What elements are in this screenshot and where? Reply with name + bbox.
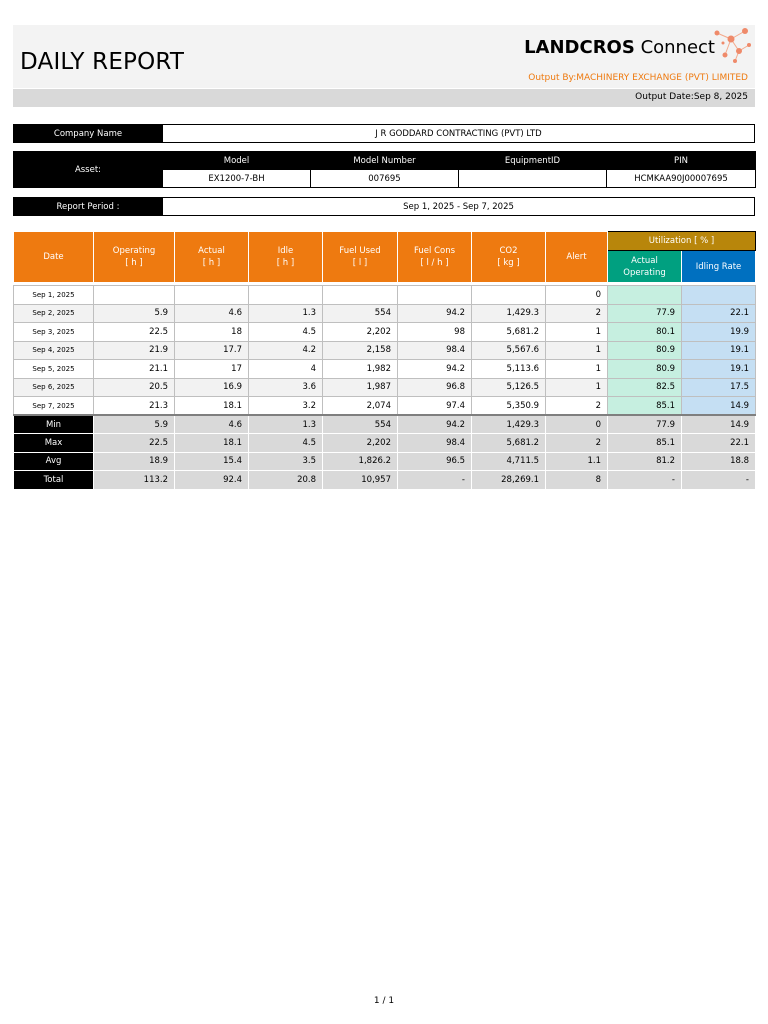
col-operating-label: Operating bbox=[112, 246, 156, 256]
table-cell bbox=[472, 286, 546, 305]
table-cell: 22.1 bbox=[682, 304, 756, 323]
summary-label: Total bbox=[14, 471, 94, 490]
table-cell: 3.6 bbox=[249, 378, 323, 397]
page-number: 1 / 1 bbox=[373, 996, 395, 1006]
table-cell: 4.2 bbox=[249, 341, 323, 360]
summary-cell: 20.8 bbox=[249, 471, 323, 490]
table-cell: 5.9 bbox=[94, 304, 175, 323]
col-co2-label: CO2 bbox=[499, 246, 518, 256]
summary-cell: - bbox=[608, 471, 682, 490]
summary-cell: 10,957 bbox=[323, 471, 398, 490]
table-row bbox=[14, 397, 756, 416]
table-cell: 19.1 bbox=[682, 360, 756, 379]
summary-row bbox=[14, 434, 756, 453]
table-cell: 2 bbox=[546, 304, 608, 323]
table-cell: 1 bbox=[546, 360, 608, 379]
summary-label: Avg bbox=[14, 452, 94, 471]
output-by: Output By:MACHINERY EXCHANGE (PVT) LIMITED bbox=[528, 73, 748, 83]
table-cell: 1 bbox=[546, 341, 608, 360]
period-value: Sep 1, 2025 - Sep 7, 2025 bbox=[163, 198, 755, 216]
table-cell: 96.8 bbox=[398, 378, 472, 397]
col-actual-label: Actual bbox=[198, 246, 225, 256]
table-row bbox=[14, 323, 756, 342]
table-cell: 97.4 bbox=[398, 397, 472, 416]
table-cell: 2,158 bbox=[323, 341, 398, 360]
logo-brand: LANDCROS bbox=[524, 37, 635, 58]
summary-cell: 15.4 bbox=[175, 452, 249, 471]
asset-col-pin: PIN bbox=[607, 152, 756, 170]
summary-cell: 1,429.3 bbox=[472, 415, 546, 434]
col-util-actual-operating bbox=[608, 251, 682, 283]
table-row bbox=[14, 341, 756, 360]
table-row bbox=[14, 378, 756, 397]
table-cell: 1,429.3 bbox=[472, 304, 546, 323]
summary-cell: - bbox=[398, 471, 472, 490]
table-cell: 98 bbox=[398, 323, 472, 342]
table-cell: 21.3 bbox=[94, 397, 175, 416]
table-cell: 94.2 bbox=[398, 360, 472, 379]
summary-cell: 22.5 bbox=[94, 434, 175, 453]
table-cell: 82.5 bbox=[608, 378, 682, 397]
table-cell: 20.5 bbox=[94, 378, 175, 397]
table-cell bbox=[682, 286, 756, 305]
col-util-actual-label: Actual bbox=[631, 255, 658, 266]
report-header bbox=[13, 25, 755, 88]
summary-cell: 92.4 bbox=[175, 471, 249, 490]
col-co2-unit: [ kg ] bbox=[497, 258, 520, 268]
col-operating bbox=[94, 232, 175, 283]
table-cell: 80.9 bbox=[608, 360, 682, 379]
summary-cell: 1,826.2 bbox=[323, 452, 398, 471]
table-cell: 16.9 bbox=[175, 378, 249, 397]
summary-cell: 1.3 bbox=[249, 415, 323, 434]
table-cell: 2,202 bbox=[323, 323, 398, 342]
col-fuel-cons-label: Fuel Cons bbox=[413, 246, 456, 256]
col-fuel-used-unit: [ l ] bbox=[352, 258, 368, 268]
summary-label: Max bbox=[14, 434, 94, 453]
summary-cell: 77.9 bbox=[608, 415, 682, 434]
logo-text bbox=[524, 37, 715, 58]
table-cell: 5,350.9 bbox=[472, 397, 546, 416]
summary-cell: 22.1 bbox=[682, 434, 756, 453]
summary-cell: 8 bbox=[546, 471, 608, 490]
table-cell: 77.9 bbox=[608, 304, 682, 323]
table-cell: 94.2 bbox=[398, 304, 472, 323]
asset-model-number: 007695 bbox=[311, 170, 459, 188]
table-cell bbox=[249, 286, 323, 305]
table-cell: 98.4 bbox=[398, 341, 472, 360]
col-date: Date bbox=[14, 232, 94, 283]
table-cell: 2,074 bbox=[323, 397, 398, 416]
col-idle-unit: [ h ] bbox=[276, 258, 295, 268]
table-cell: 19.1 bbox=[682, 341, 756, 360]
summary-cell: 96.5 bbox=[398, 452, 472, 471]
col-fuel-used bbox=[323, 232, 398, 283]
table-body bbox=[14, 286, 756, 490]
summary-cell: 2 bbox=[546, 434, 608, 453]
summary-cell: 18.9 bbox=[94, 452, 175, 471]
summary-label: Min bbox=[14, 415, 94, 434]
table-cell: 18 bbox=[175, 323, 249, 342]
table-cell: 80.1 bbox=[608, 323, 682, 342]
table-cell: 1.3 bbox=[249, 304, 323, 323]
table-cell: 5,113.6 bbox=[472, 360, 546, 379]
table-cell bbox=[94, 286, 175, 305]
row-date: Sep 3, 2025 bbox=[14, 323, 94, 342]
table-cell: 1,987 bbox=[323, 378, 398, 397]
table-cell: 18.1 bbox=[175, 397, 249, 416]
col-actual bbox=[175, 232, 249, 283]
table-cell: 14.9 bbox=[682, 397, 756, 416]
table-cell: 80.9 bbox=[608, 341, 682, 360]
summary-cell: 4.6 bbox=[175, 415, 249, 434]
col-idle bbox=[249, 232, 323, 283]
summary-cell: 28,269.1 bbox=[472, 471, 546, 490]
table-cell: 0 bbox=[546, 286, 608, 305]
row-date: Sep 6, 2025 bbox=[14, 378, 94, 397]
table-row bbox=[14, 286, 756, 305]
table-cell: 4.5 bbox=[249, 323, 323, 342]
asset-pin: HCMKAA90J00007695 bbox=[607, 170, 756, 188]
summary-cell: 4,711.5 bbox=[472, 452, 546, 471]
summary-row bbox=[14, 415, 756, 434]
table-cell bbox=[323, 286, 398, 305]
table-cell bbox=[608, 286, 682, 305]
asset-table bbox=[13, 151, 756, 188]
asset-model: EX1200-7-BH bbox=[163, 170, 311, 188]
summary-cell: 94.2 bbox=[398, 415, 472, 434]
table-cell: 3.2 bbox=[249, 397, 323, 416]
summary-cell: 1.1 bbox=[546, 452, 608, 471]
asset-equipment-id bbox=[459, 170, 607, 188]
row-date: Sep 4, 2025 bbox=[14, 341, 94, 360]
col-actual-unit: [ h ] bbox=[202, 258, 221, 268]
summary-cell: 98.4 bbox=[398, 434, 472, 453]
summary-cell: 113.2 bbox=[94, 471, 175, 490]
daily-report-table bbox=[13, 231, 756, 490]
col-utilization: Utilization [ % ] bbox=[608, 232, 756, 251]
table-cell: 4 bbox=[249, 360, 323, 379]
summary-cell: 3.5 bbox=[249, 452, 323, 471]
col-alert: Alert bbox=[546, 232, 608, 283]
network-logo-icon bbox=[711, 25, 753, 65]
table-cell: 1,982 bbox=[323, 360, 398, 379]
table-cell: 554 bbox=[323, 304, 398, 323]
summary-cell: 81.2 bbox=[608, 452, 682, 471]
summary-cell: 14.9 bbox=[682, 415, 756, 434]
asset-col-model: Model bbox=[163, 152, 311, 170]
table-cell bbox=[175, 286, 249, 305]
row-date: Sep 2, 2025 bbox=[14, 304, 94, 323]
table-cell: 1 bbox=[546, 378, 608, 397]
asset-label: Asset: bbox=[14, 152, 163, 188]
summary-cell: 18.1 bbox=[175, 434, 249, 453]
table-cell: 4.6 bbox=[175, 304, 249, 323]
row-date: Sep 5, 2025 bbox=[14, 360, 94, 379]
table-cell: 5,681.2 bbox=[472, 323, 546, 342]
table-cell: 85.1 bbox=[608, 397, 682, 416]
period-table bbox=[13, 197, 755, 216]
summary-cell: 2,202 bbox=[323, 434, 398, 453]
table-cell: 21.9 bbox=[94, 341, 175, 360]
summary-cell: 4.5 bbox=[249, 434, 323, 453]
summary-cell: 554 bbox=[323, 415, 398, 434]
table-cell: 1 bbox=[546, 323, 608, 342]
table-cell: 21.1 bbox=[94, 360, 175, 379]
col-fuel-cons bbox=[398, 232, 472, 283]
summary-cell: - bbox=[682, 471, 756, 490]
asset-col-equipment-id: EquipmentID bbox=[459, 152, 607, 170]
table-cell: 17.7 bbox=[175, 341, 249, 360]
summary-cell: 5.9 bbox=[94, 415, 175, 434]
table-cell bbox=[398, 286, 472, 305]
asset-col-model-number: Model Number bbox=[311, 152, 459, 170]
summary-row bbox=[14, 452, 756, 471]
col-fuel-cons-unit: [ l / h ] bbox=[420, 258, 449, 268]
table-cell: 2 bbox=[546, 397, 608, 416]
output-date: Output Date:Sep 8, 2025 bbox=[635, 92, 748, 102]
summary-cell: 18.8 bbox=[682, 452, 756, 471]
summary-row bbox=[14, 471, 756, 490]
col-fuel-used-label: Fuel Used bbox=[339, 246, 381, 256]
col-util-idling-rate: Idling Rate bbox=[682, 251, 756, 283]
col-idle-label: Idle bbox=[277, 246, 294, 256]
table-cell: 17.5 bbox=[682, 378, 756, 397]
output-date-band bbox=[13, 89, 755, 107]
company-value: J R GODDARD CONTRACTING (PVT) LTD bbox=[163, 125, 755, 143]
table-cell: 5,126.5 bbox=[472, 378, 546, 397]
company-label: Company Name bbox=[14, 125, 163, 143]
summary-cell: 0 bbox=[546, 415, 608, 434]
col-util-operating-label: Operating bbox=[623, 267, 666, 278]
logo-product: Connect bbox=[640, 37, 715, 58]
table-cell: 22.5 bbox=[94, 323, 175, 342]
row-date: Sep 1, 2025 bbox=[14, 286, 94, 305]
row-date: Sep 7, 2025 bbox=[14, 397, 94, 416]
report-title: DAILY REPORT bbox=[20, 49, 185, 75]
summary-cell: 5,681.2 bbox=[472, 434, 546, 453]
company-table bbox=[13, 124, 755, 143]
period-label: Report Period : bbox=[14, 198, 163, 216]
table-cell: 5,567.6 bbox=[472, 341, 546, 360]
table-row bbox=[14, 304, 756, 323]
col-operating-unit: [ h ] bbox=[125, 258, 143, 268]
table-cell: 19.9 bbox=[682, 323, 756, 342]
col-co2 bbox=[472, 232, 546, 283]
table-row bbox=[14, 360, 756, 379]
summary-cell: 85.1 bbox=[608, 434, 682, 453]
table-cell: 17 bbox=[175, 360, 249, 379]
